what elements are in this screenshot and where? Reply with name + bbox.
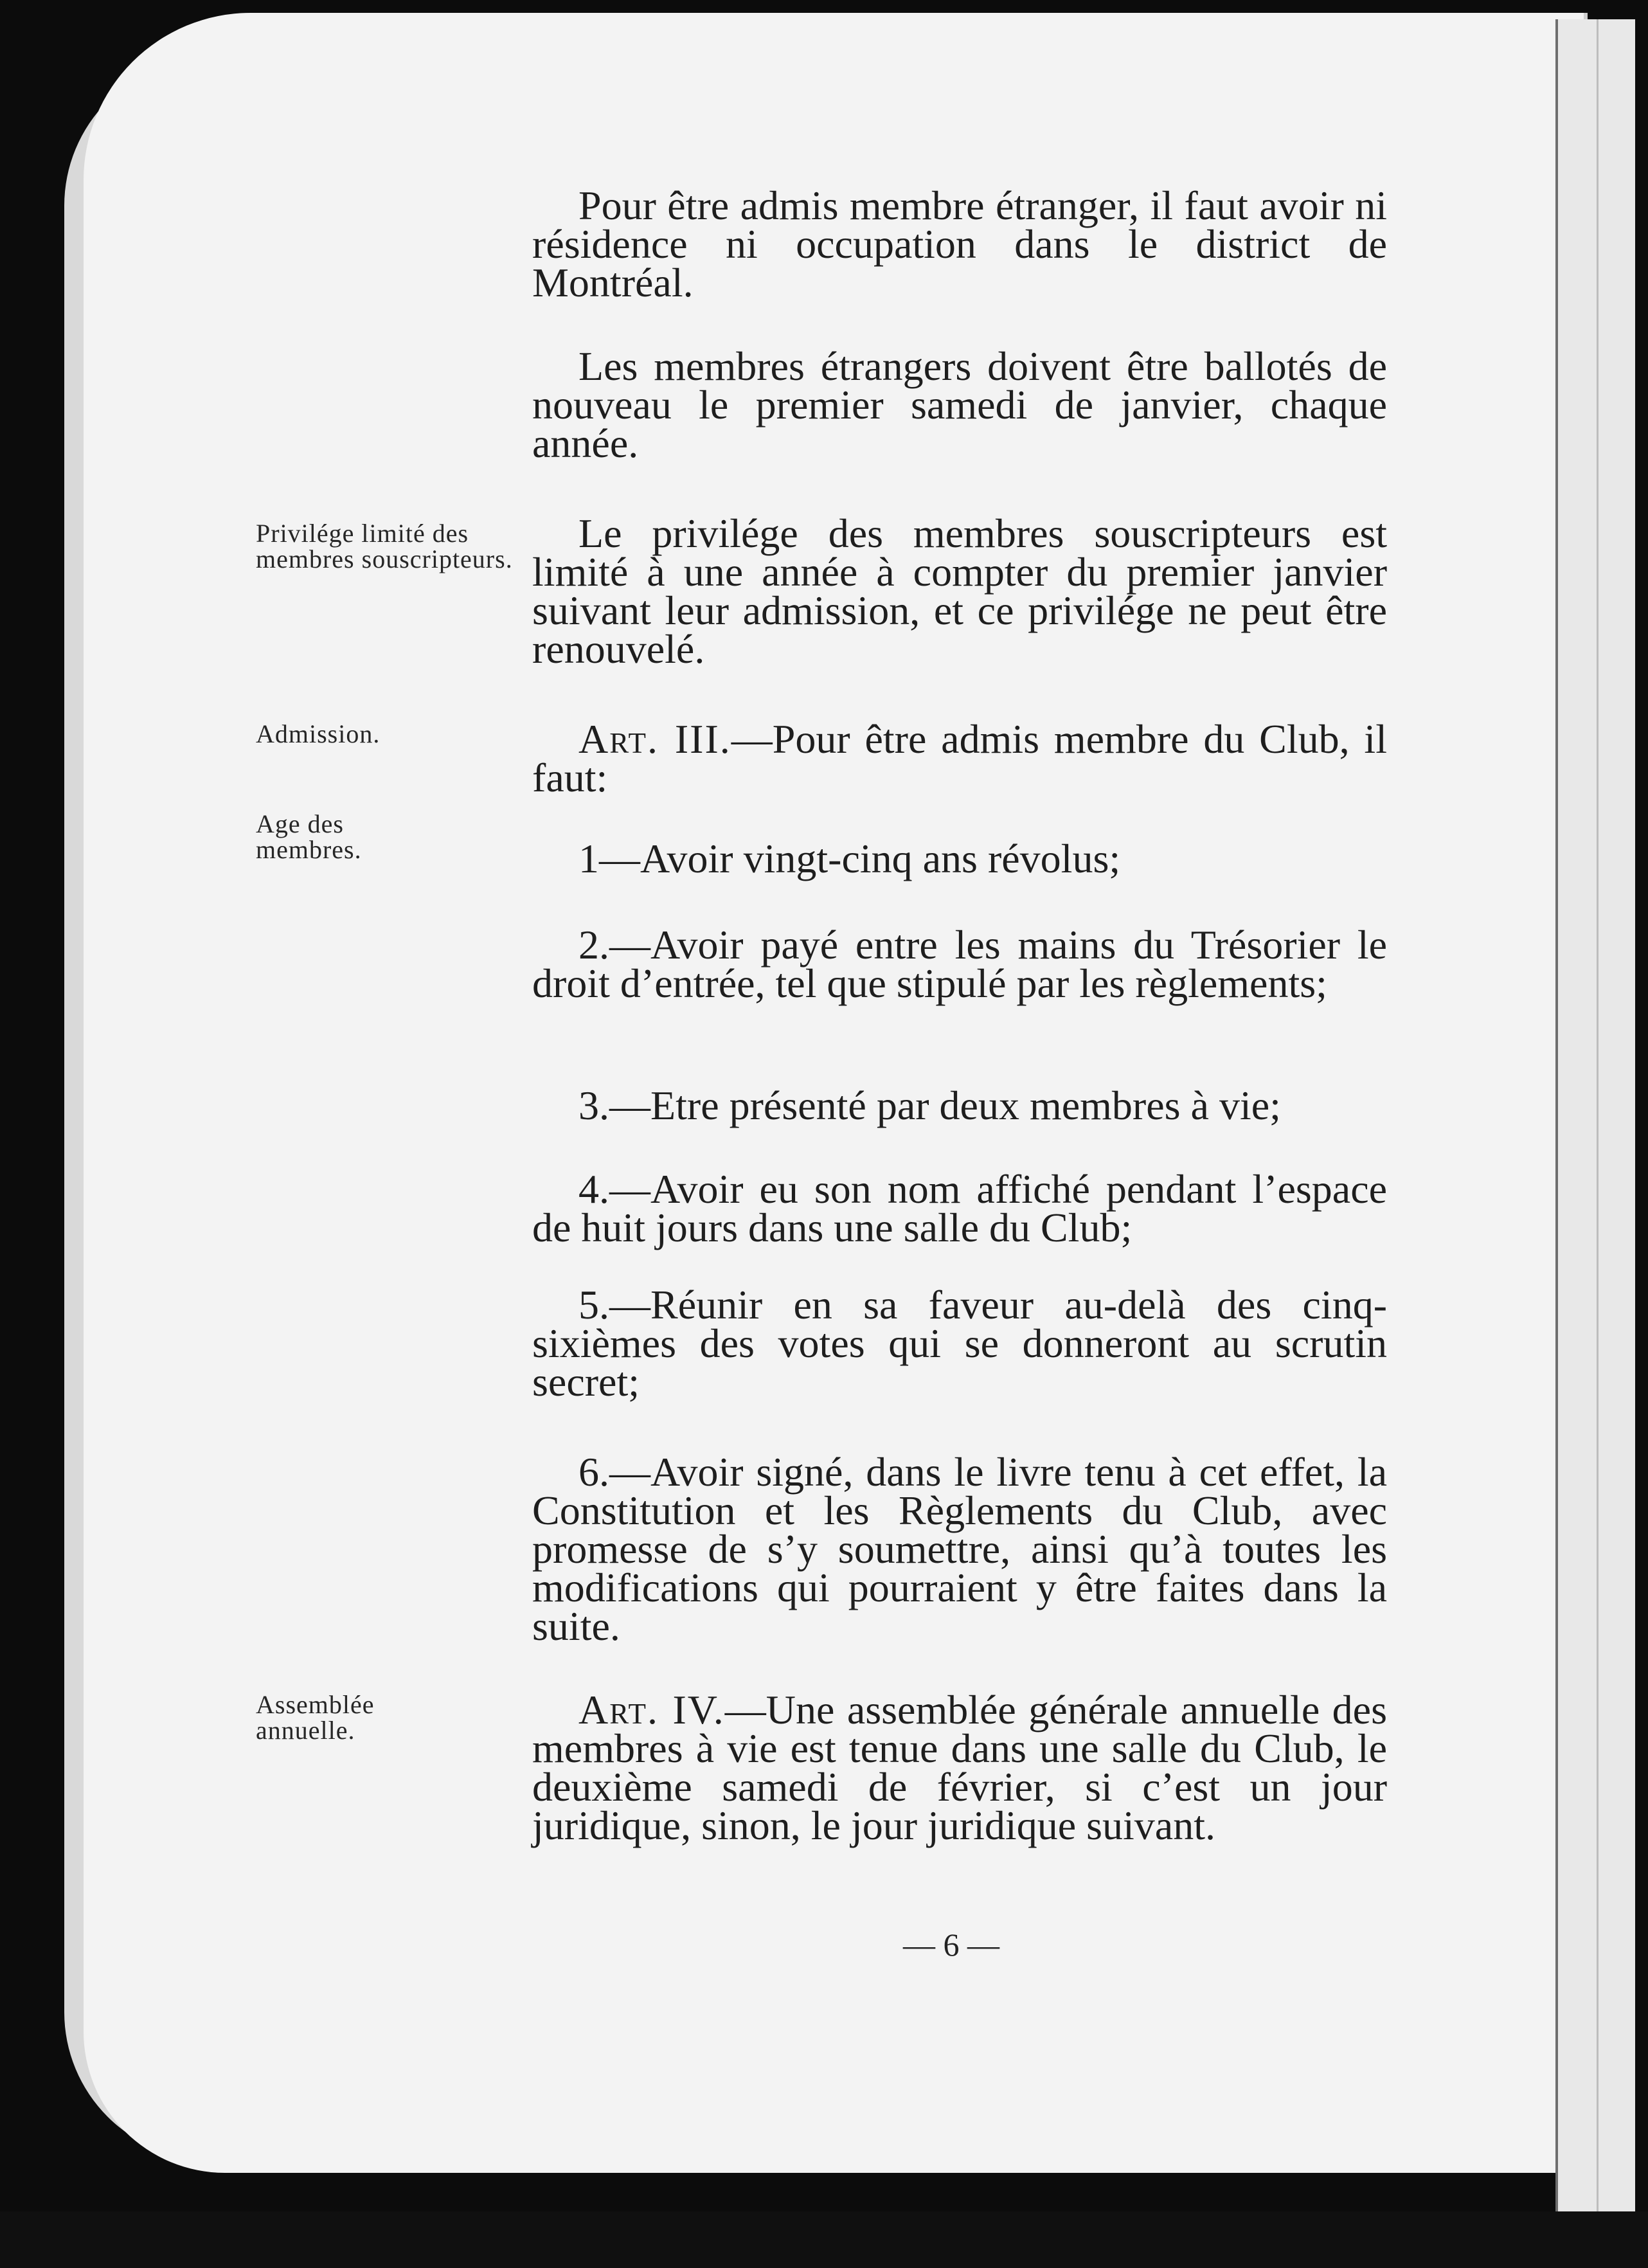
paragraph-foreign-members-requirement: Pour être admis membre étranger, il faut avoir ni résidence ni occupation dans le district de Montréal. xyxy=(532,183,1387,305)
margin-note-subscriber-privilege: Privilége limité des membres souscripteurs. xyxy=(256,519,513,573)
paragraph-foreign-members-ballot: Les membres étrangers doivent être ballotés de nouveau le premier samedi de janvier, chaque année. xyxy=(532,343,1387,466)
requirement-5: 5.—Réunir en sa faveur au-delà des cinq-sixièmes des votes qui se donneront au scrutin secret; xyxy=(532,1282,1387,1405)
requirement-6: 6.—Avoir signé, dans le livre tenu à cet effet, la Constitution et les Règlements du Club, avec promesse de s’y soumettre, ainsi qu’à toutes les modifications qui pourraient y être faites dans la suite. xyxy=(532,1449,1387,1649)
paragraph-article-3 xyxy=(532,716,1387,800)
article-4-text: —Une assemblée générale annuelle des membres à vie est tenue dans une salle du Club, le deuxième samedi de février, si c’est un jour juridique, sinon, le jour juridique suivant. xyxy=(532,1687,1387,1848)
margin-note-age: Age des membres. xyxy=(256,809,362,864)
page-number: — 6 — xyxy=(903,1927,999,1963)
requirement-4: 4.—Avoir eu son nom affiché pendant l’espace de huit jours dans une salle du Club; xyxy=(532,1166,1387,1250)
requirement-2: 2.—Avoir payé entre les mains du Trésorier le droit d’entrée, tel que stipulé par les règlements; xyxy=(532,922,1387,1006)
margin-note-annual-assembly: Assemblée annuelle. xyxy=(256,1690,375,1745)
requirement-3: 3.—Etre présenté par deux membres à vie; xyxy=(578,1083,1281,1128)
facing-page-edge xyxy=(1555,19,1635,2224)
article-3-text: —Pour être admis membre du Club, il faut: xyxy=(532,716,1387,800)
article-3-heading: Art. III. xyxy=(578,716,731,762)
paragraph-subscriber-privilege: Le privilége des membres souscripteurs est limité à une année à compter du premier janvier suivant leur admission, et ce privilége ne peut être renouvelé. xyxy=(532,510,1387,672)
scan-background-strip xyxy=(0,2211,1648,2268)
requirement-1: 1—Avoir vingt-cinq ans révolus; xyxy=(578,836,1121,881)
paragraph-article-4 xyxy=(532,1687,1387,1848)
margin-note-admission: Admission. xyxy=(256,719,381,748)
page-edge-line xyxy=(1597,19,1599,2224)
article-4-heading: Art. IV. xyxy=(578,1687,725,1733)
